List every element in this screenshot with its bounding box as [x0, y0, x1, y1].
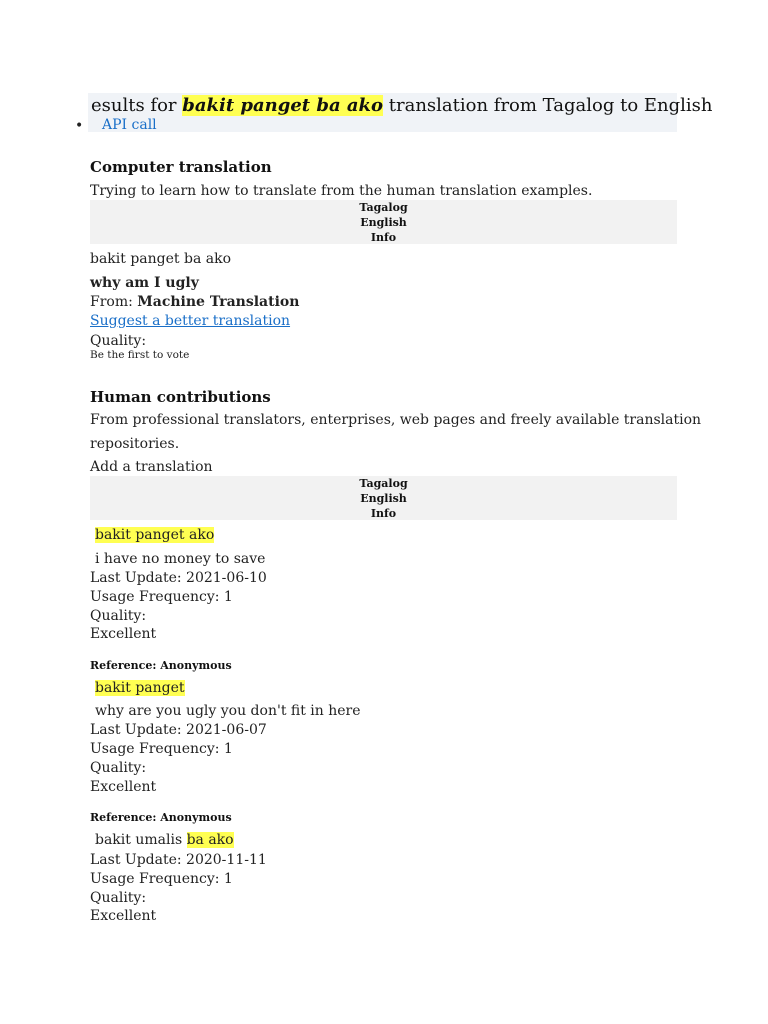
- source-plain: bakit umalis: [95, 832, 187, 848]
- entry-quality-value: Excellent: [90, 908, 157, 924]
- entry-last-update: Last Update: 2020-11-11: [90, 852, 267, 868]
- entry-source: [95, 832, 234, 848]
- entry-quality-label: Quality:: [90, 760, 147, 776]
- entry-target: i have no money to save: [95, 551, 266, 567]
- column-header-info: Info: [370, 507, 397, 520]
- source-highlight: bakit panget ako: [95, 527, 215, 543]
- title-suffix: translation from Tagalog to English: [383, 95, 713, 116]
- entry-quality-value: Excellent: [90, 779, 157, 795]
- source-highlight: ba ako: [186, 832, 234, 848]
- computer-translation-heading: Computer translation: [90, 158, 272, 176]
- column-header-english: English: [360, 216, 407, 229]
- title-prefix: esults for: [91, 95, 183, 116]
- source-highlight: bakit panget: [95, 680, 185, 696]
- entry-usage-frequency: Usage Frequency: 1: [90, 589, 233, 605]
- entry-quality-label: Quality:: [90, 890, 147, 906]
- human-contributions-intro-line1: From professional translators, enterprises, web pages and freely available translation: [90, 412, 702, 428]
- entry-source: [95, 527, 214, 543]
- human-contributions-intro-line2: repositories.: [90, 436, 180, 452]
- quality-label: Quality:: [90, 333, 147, 349]
- entry-source: [95, 680, 185, 696]
- entry-last-update: Last Update: 2021-06-07: [90, 722, 267, 738]
- column-header-tagalog: Tagalog: [359, 477, 408, 490]
- entry-last-update: Last Update: 2021-06-10: [90, 570, 267, 586]
- from-value: Machine Translation: [137, 294, 300, 310]
- source-text: bakit panget ba ako: [90, 251, 232, 267]
- from-label: From:: [90, 294, 133, 310]
- entry-reference: Reference: Anonymous: [90, 811, 232, 824]
- entry-usage-frequency: Usage Frequency: 1: [90, 741, 233, 757]
- table-header: [90, 476, 677, 520]
- table-header: [90, 200, 677, 244]
- human-contributions-heading: Human contributions: [90, 388, 271, 406]
- entry-target: why are you ugly you don't fit in here: [95, 703, 361, 719]
- page-title: [91, 94, 713, 118]
- search-term-highlight: bakit panget ba ako: [182, 95, 384, 116]
- entry-usage-frequency: Usage Frequency: 1: [90, 871, 233, 887]
- api-call-link[interactable]: API call: [102, 117, 157, 133]
- column-header-info: Info: [370, 231, 397, 244]
- entry-reference: Reference: Anonymous: [90, 659, 232, 672]
- from-line: [90, 294, 299, 310]
- computer-translation-intro: Trying to learn how to translate from the human translation examples.: [90, 183, 593, 199]
- entry-quality-label: Quality:: [90, 608, 147, 624]
- column-header-tagalog: Tagalog: [359, 201, 408, 214]
- entry-quality-value: Excellent: [90, 626, 157, 642]
- add-translation-link[interactable]: Add a translation: [90, 459, 213, 475]
- column-header-english: English: [360, 492, 407, 505]
- bullet-icon: •: [75, 118, 84, 134]
- suggest-translation-link[interactable]: Suggest a better translation: [90, 313, 291, 329]
- target-text: why am I ugly: [90, 275, 199, 291]
- vote-text[interactable]: Be the first to vote: [90, 349, 190, 361]
